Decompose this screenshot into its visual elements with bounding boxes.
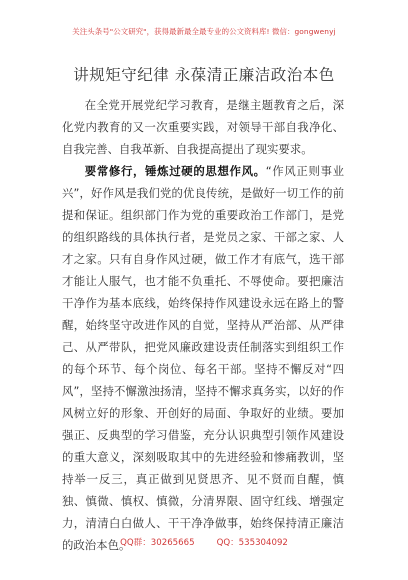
footer-contacts (0, 536, 408, 548)
footer-qq-group: QQ群：30265665 (120, 538, 195, 548)
footer-qq-number: QQ：535304092 (216, 538, 288, 548)
paragraph-body: “作风正则事业兴”，好作风是我们党的优良传统，是做好一切工作的前提和保证。组织部门作为党的重要政治工作部门，是党的组织路线的具体执行者，是党员之家、干部之家、人才之家。只有自身作风过硬，做工作才有底气，选干部才能让人服气，也才能不负重托、不辱使命。要把廉洁干净作为基本底线，始终保持作风建设永远在路上的警醒，始终坚守改进作风的自觉，坚持从严治部、从严律己、从严带队，把党风廉政建设责任制落实到组织工作的每个环节、每个岗位、每名干部。坚持不懈反对“四风”，坚持不懈激浊扬清，坚持不懈求真务实，以好的作风树立好的形象、开创好的局面、争取好的业绩。要加强正、反典型的学习借鉴，充分认识典型引领作风建设的重大意义，深刻吸取其中的先进经验和惨痛教训，坚持举一反三，真正做到见贤思齐、见不贤而自醒，慎独、慎微、慎权、慎微，分清界限、固守红线、增强定力，清清白白做人、干干净净做事，始终保持清正廉洁的政治本色。 (62, 164, 344, 552)
header-promo-note: 关注头条号"公文研究"，获得最新最全最专业的公文资料库! 微信：gongwenyj (72, 27, 336, 36)
paragraph-intro: 在全党开展党纪学习教育，是继主题教育之后，深化党内教育的又一次重要实践，对领导干部自我净化、自我完善、自我革新、自我提高提出了现实要求。 (62, 98, 344, 156)
document-title: 讲规矩守纪律 永葆清正廉洁政治本色 (73, 66, 335, 84)
paragraph-subheading: 要常修行，锤炼过硬的思想作风。 (84, 164, 266, 178)
paragraph-style (62, 160, 344, 556)
